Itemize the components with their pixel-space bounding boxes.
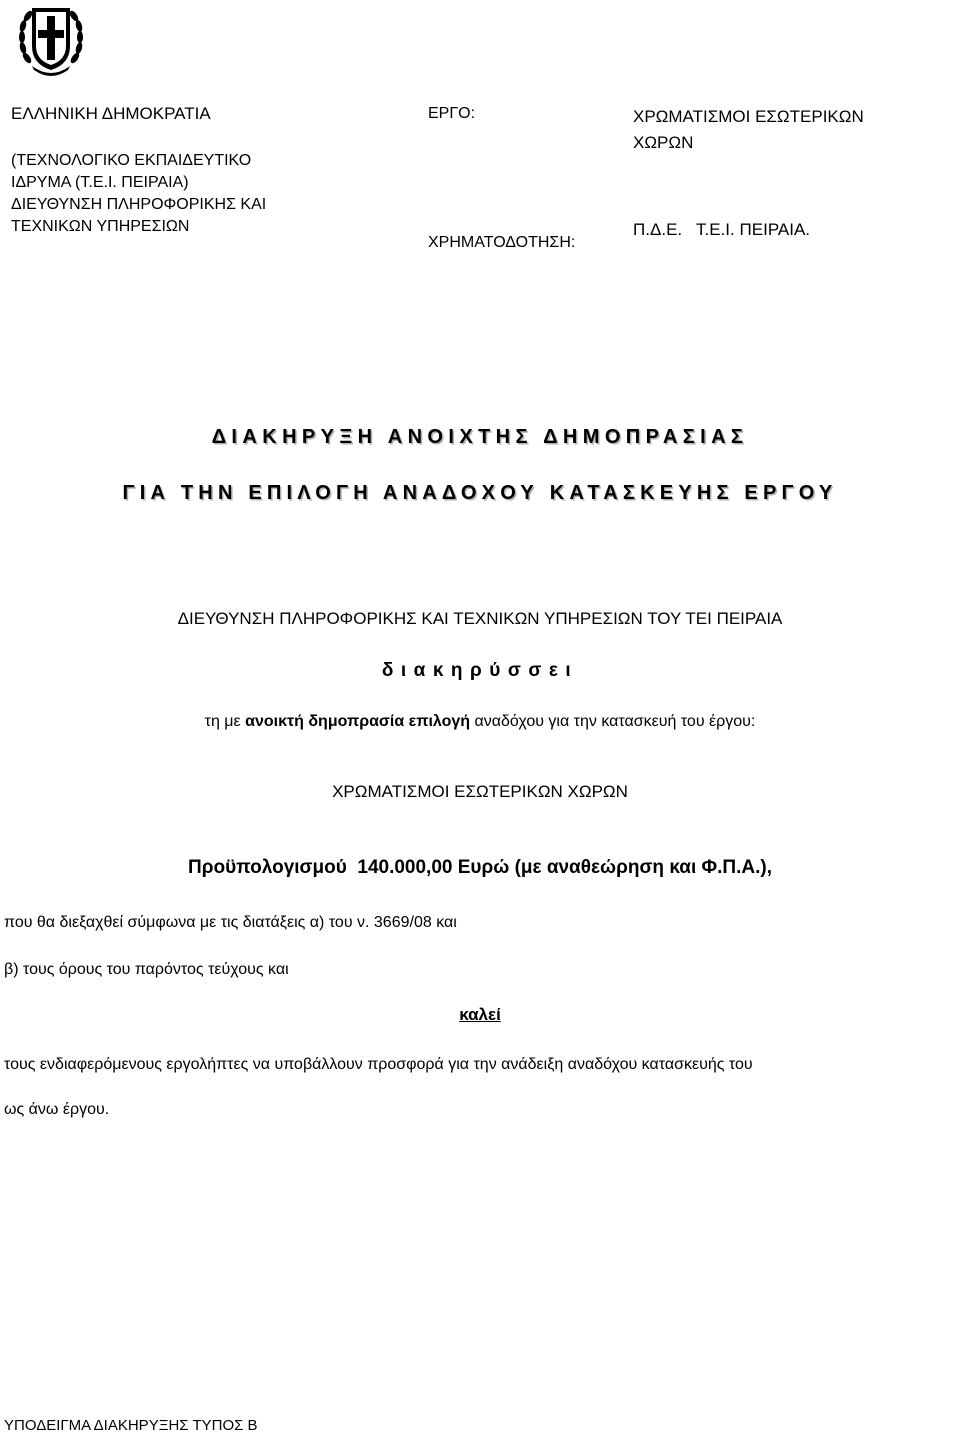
issuer-line: ΙΔΡΥΜΑ (Τ.Ε.Ι. ΠΕΙΡΑΙΑ) (11, 174, 189, 191)
invitation-line: ως άνω έργου. (4, 1101, 110, 1118)
project-name: ΧΡΩΜΑΤΙΣΜΟΙ ΕΣΩΤΕΡΙΚΩΝ ΧΩΡΩΝ (332, 782, 628, 801)
proclaims-word: διακηρύσσει (381, 660, 579, 681)
funding-label: ΧΡΗΜΑΤΟΔΟΤΗΣΗ: (428, 234, 576, 251)
calls-heading: καλεί (459, 1005, 501, 1024)
project-label: ΕΡΓΟ: (428, 105, 476, 122)
invitation-line: τους ενδιαφερόμενους εργολήπτες να υποβάλλουν προσφορά για την ανάδειξη αναδόχου κατασκευής του (4, 1056, 753, 1073)
issuer-line: ΤΕΧΝΙΚΩΝ ΥΠΗΡΕΣΙΩΝ (11, 218, 190, 235)
greek-coat-of-arms-icon (18, 2, 84, 78)
document-title: ΔΙΑΚΗΡΥΞΗ ΑΝΟΙΧΤΗΣ ΔΗΜΟΠΡΑΣΙΑΣ (211, 426, 749, 448)
funding-value: Π.Δ.Ε. Τ.Ε.Ι. ΠΕΙΡΑΙΑ. (633, 220, 811, 239)
issuer-country: ΕΛΛΗΝΙΚΗ ΔΗΜΟΚΡΑΤΙΑ (11, 104, 211, 123)
issuer-line: ΔΙΕΥΘΥΝΣΗ ΠΛΗΡΟΦΟΡΙΚΗΣ ΚΑΙ (11, 196, 267, 213)
footer-label: ΥΠΟΔΕΙΓΜΑ ΔΙΑΚΗΡΥΞΗΣ ΤΥΠΟΣ Β (4, 1417, 258, 1434)
budget-line: Προϋπολογισμού 140.000,00 Ευρώ (με αναθεώρηση και Φ.Π.Α.), (187, 857, 773, 878)
legal-basis: που θα διεξαχθεί σύμφωνα με τις διατάξεις α) του ν. 3669/08 και (4, 914, 457, 931)
issuer-line: (ΤΕΧΝΟΛΟΓΙΚΟ ΕΚΠΑΙΔΕΥΤΙΚΟ (11, 152, 252, 169)
directorate-heading: ΔΙΕΥΘΥΝΣΗ ΠΛΗΡΟΦΟΡΙΚΗΣ ΚΑΙ ΤΕΧΝΙΚΩΝ ΥΠΗΡΕΣΙΩΝ ΤΟΥ ΤΕΙ ΠΕΙΡΑΙΑ (177, 609, 783, 628)
procedure-prefix: τη με (204, 713, 246, 730)
document-subtitle: ΓΙΑ ΤΗΝ ΕΠΙΛΟΓΗ ΑΝΑΔΟΧΟΥ ΚΑΤΑΣΚΕΥΗΣ ΕΡΓΟΥ (122, 482, 838, 504)
procedure-type: ανοικτή δημοπρασία επιλογή (245, 713, 471, 730)
issuer-organization (11, 150, 266, 238)
project-value (633, 104, 864, 156)
terms-reference: β) τους όρους του παρόντος τεύχους και (4, 961, 289, 978)
project-value-line: ΧΩΡΩΝ (633, 133, 694, 152)
procedure-suffix: αναδόχου για την κατασκευή του έργου: (470, 713, 756, 730)
procedure-sentence (0, 713, 960, 731)
project-value-line: ΧΡΩΜΑΤΙΣΜΟΙ ΕΣΩΤΕΡΙΚΩΝ (633, 107, 864, 126)
